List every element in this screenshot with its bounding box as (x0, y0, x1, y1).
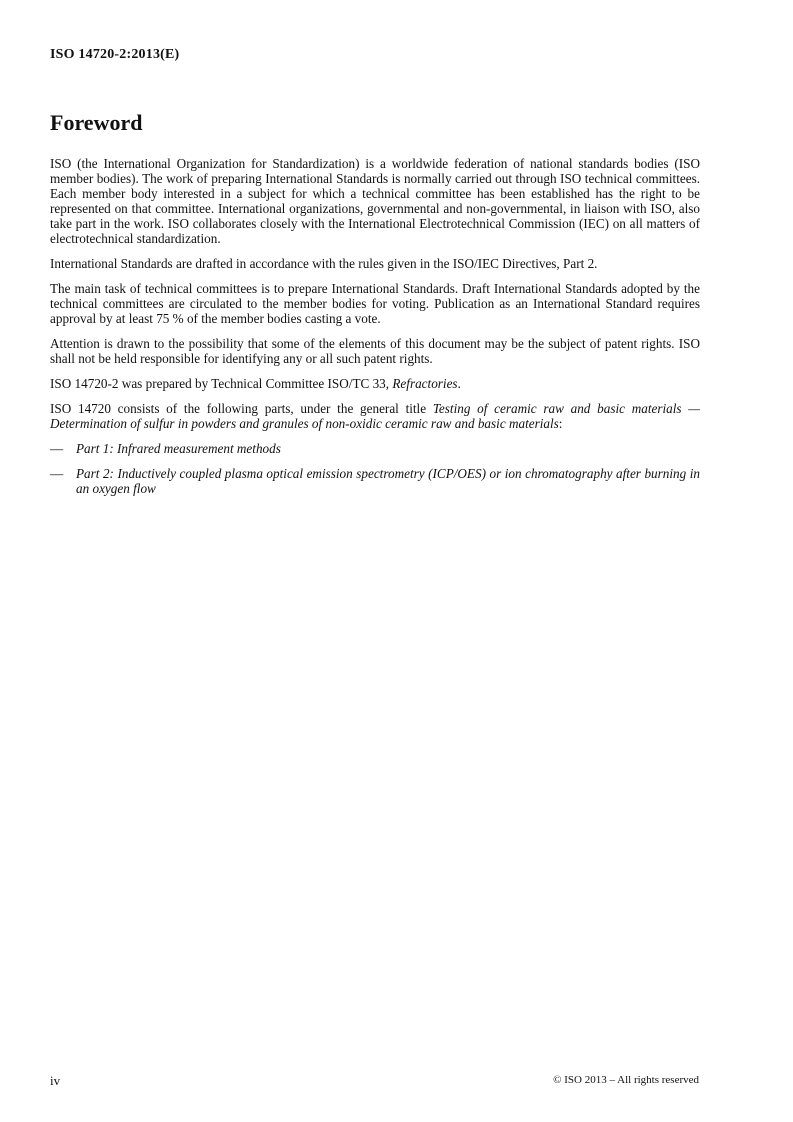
parts-intro-end: : (558, 416, 563, 431)
paragraph-organization: ISO (the International Organization for Standardization) is a worldwide federation of national standards bodies (ISO member bodies). The work of preparing International Standards is normally carried out through ISO technical committees. Each member body interested in a subject for which a technical committee has been established has the right to be represented on that committee. International organizations, governmental and non-governmental, in liaison with ISO, also take part in the work. ISO collaborates closely with the International Electrotechnical Commission (IEC) on all matters of electrotechnical standardization. (50, 156, 700, 246)
general-title: Testing of ceramic raw and basic materials — Determination of sulfur in powders and granules of non-oxidic ceramic raw and basic materials (50, 401, 700, 431)
page-title: Foreword (50, 110, 143, 135)
paragraph-committees: The main task of technical committees is to prepare International Standards. Draft International Standards adopted by the technical committees are circulated to the member bodies for voting. Publication as an International Standard requires approval by at least 75 % of the member bodies casting a vote. (50, 281, 700, 326)
part-1-title: Part 1: Infrared measurement methods (76, 441, 281, 456)
paragraph-parts-intro (50, 401, 700, 431)
dash-marker: — (50, 466, 64, 481)
prepared-by-text: ISO 14720-2 was prepared by Technical Committee ISO/TC 33, (50, 376, 393, 391)
paragraph-prepared-by (50, 376, 700, 391)
page-number: iv (50, 1073, 61, 1088)
paragraph-directives: International Standards are drafted in accordance with the rules given in the ISO/IEC Directives, Part 2. (50, 256, 598, 271)
foreword-body (50, 156, 700, 506)
copyright-notice: © ISO 2013 – All rights reserved (553, 1074, 699, 1086)
paragraph-patent: Attention is drawn to the possibility that some of the elements of this document may be the subject of patent rights. ISO shall not be held responsible for identifying any or all such patent rights. (50, 336, 700, 366)
list-item (50, 441, 700, 456)
dash-marker: — (50, 441, 64, 456)
parts-intro-text: ISO 14720 consists of the following parts, under the general title (50, 401, 433, 416)
part-2-title: Part 2: Inductively coupled plasma optical emission spectrometry (ICP/OES) or ion chromatography after burning in an oxygen flow (76, 466, 700, 496)
list-item (50, 466, 700, 496)
document-identifier: ISO 14720-2:2013(E) (50, 47, 180, 62)
prepared-by-end: . (457, 376, 461, 391)
committee-title: Refractories (392, 376, 458, 391)
